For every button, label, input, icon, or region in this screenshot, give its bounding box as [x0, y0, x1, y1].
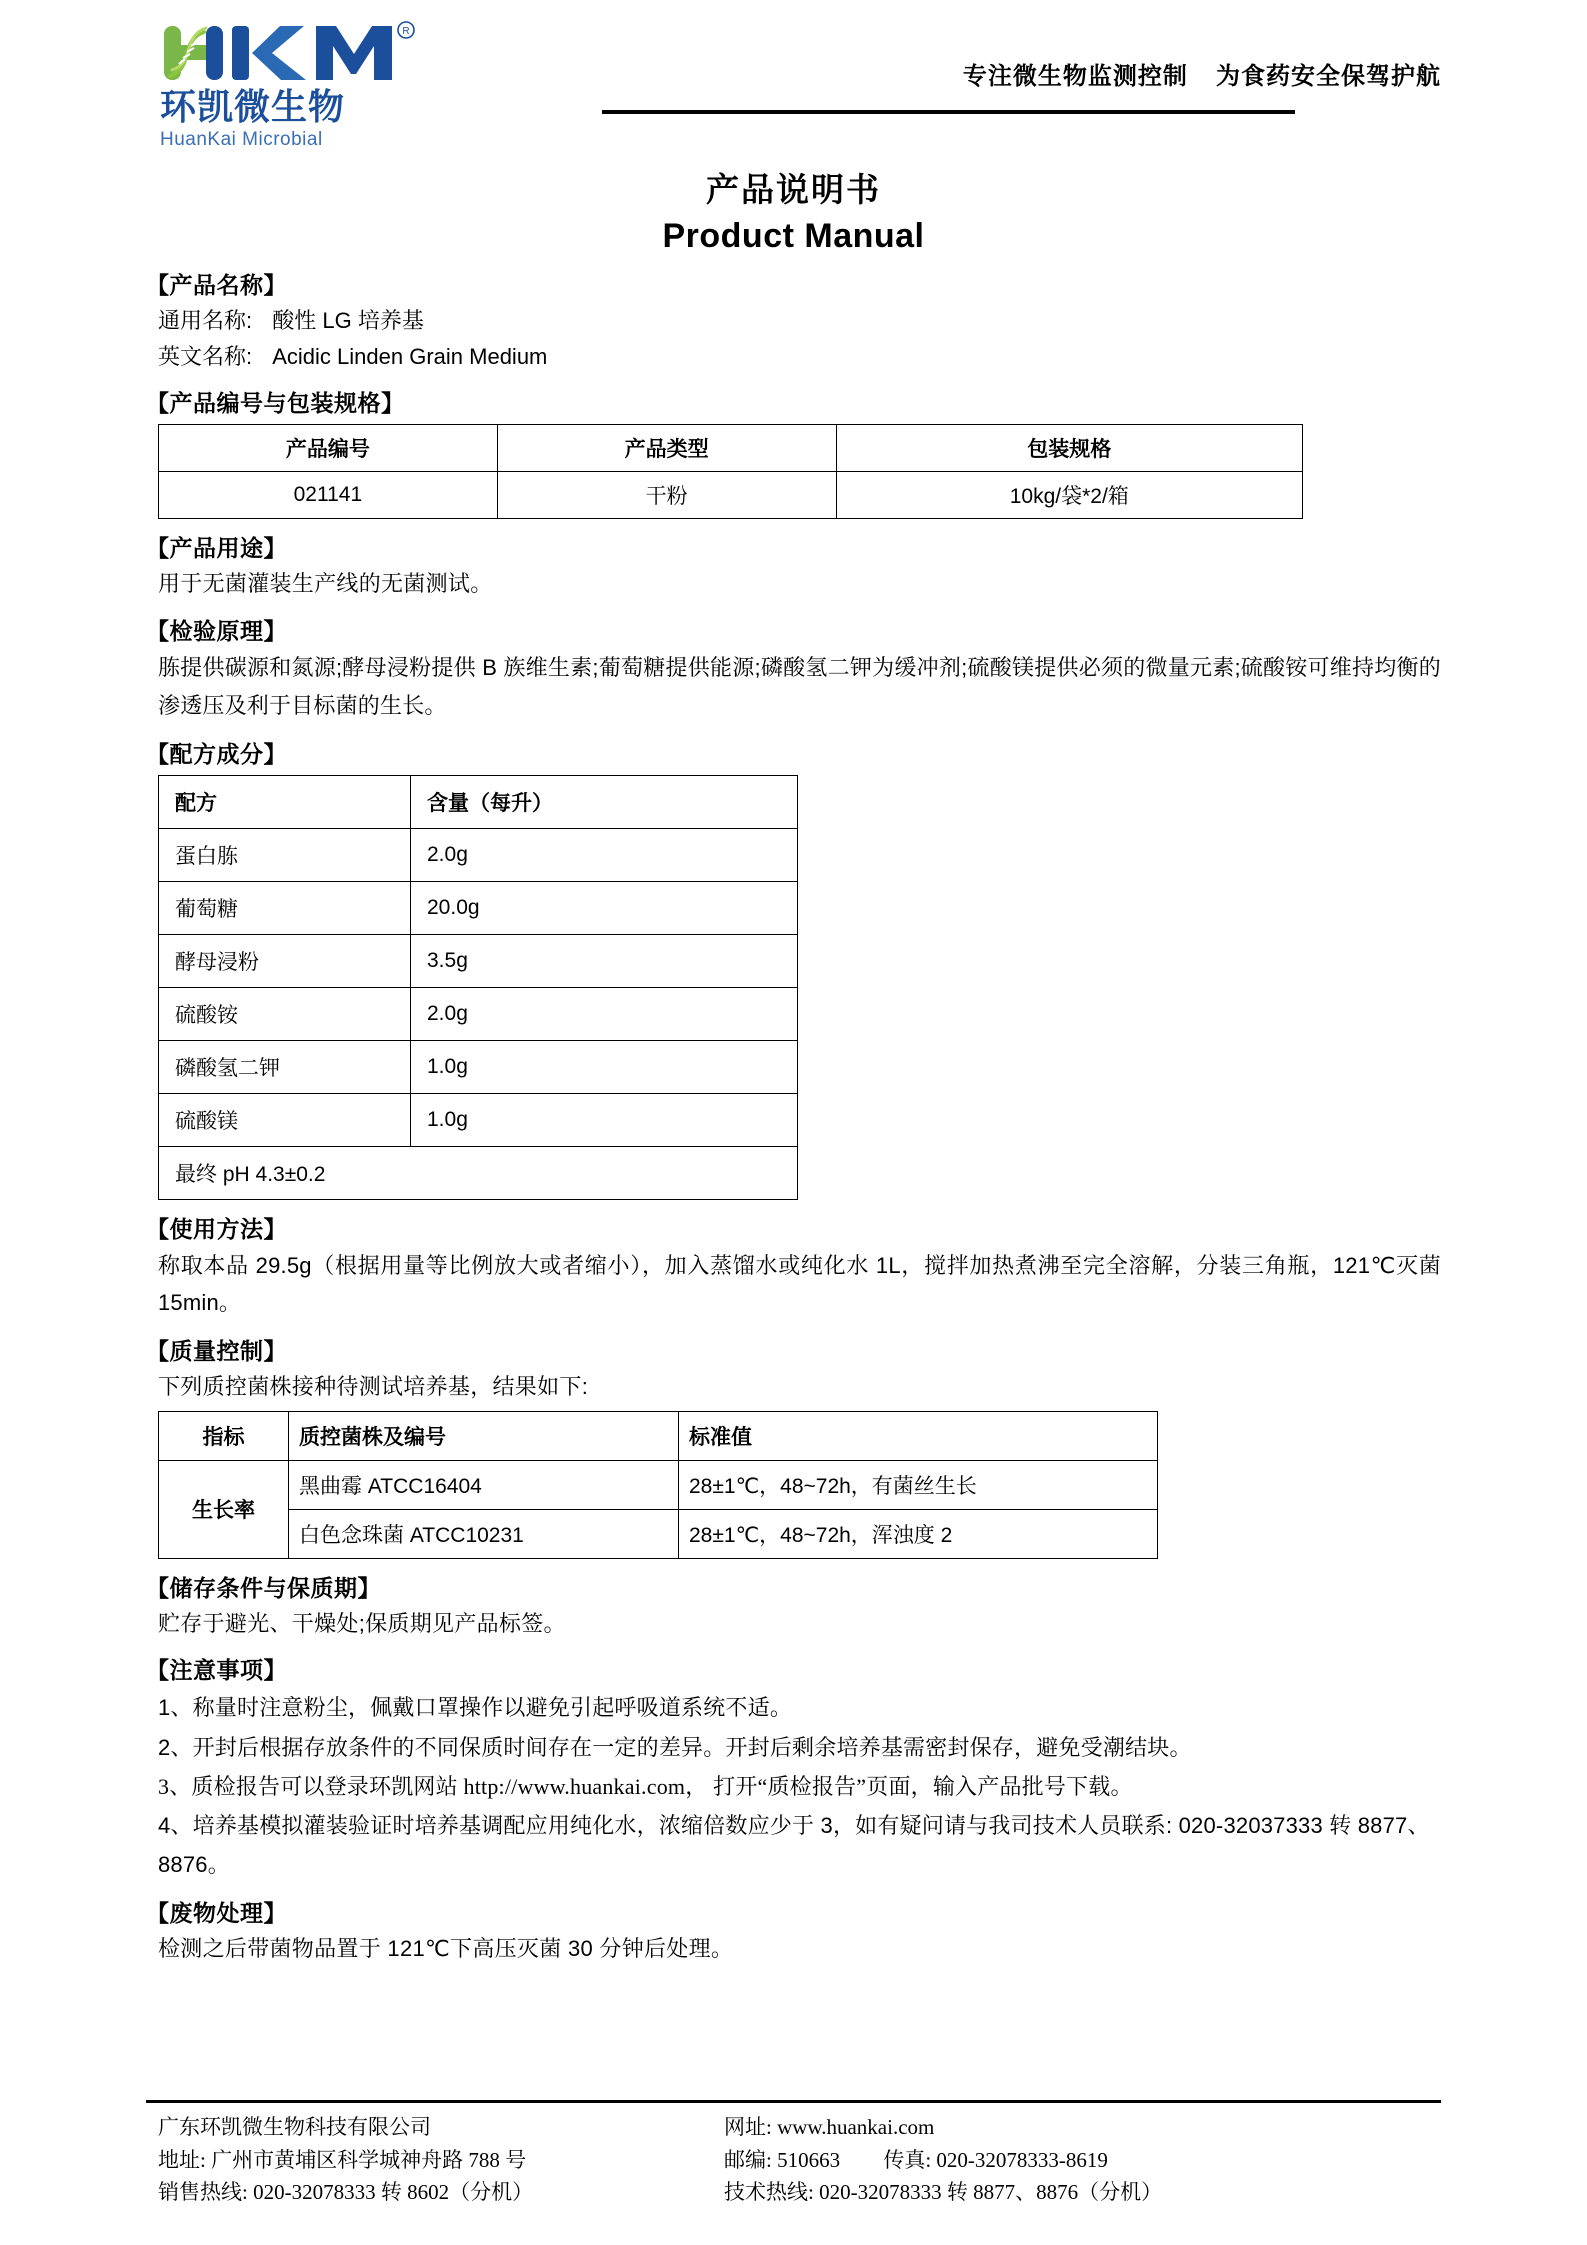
table-row — [159, 472, 1303, 519]
waste-text: 检测之后带菌物品置于 121℃下高压灭菌 30 分钟后处理。 — [158, 1936, 734, 1962]
page-title-en: Product Manual — [662, 217, 925, 255]
section-heading-method: 【使用方法】 — [146, 1216, 287, 1243]
english-name-value: Acidic Linden Grain Medium — [272, 343, 548, 369]
section-heading-precautions: 【注意事项】 — [146, 1658, 287, 1685]
method-text: 称取本品 29.5g（根据用量等比例放大或者缩小），加入蒸馏水或纯化水 1L，搅拌加热煮沸至完全溶解，分装三角瓶，121℃灭菌 15min。 — [158, 1252, 1441, 1316]
common-name-row — [146, 303, 1441, 339]
spec-col-code: 产品编号 — [159, 425, 498, 472]
footer-columns — [146, 2111, 1441, 2209]
footer-company-name: 广东环凯微生物科技有限公司 — [158, 2114, 431, 2139]
table-row — [159, 881, 798, 934]
footer-postcode-fax-row — [724, 2144, 1441, 2177]
table-row — [159, 828, 798, 881]
footer-left-column — [146, 2111, 706, 2209]
qc-strain: 白色念珠菌 ATCC10231 — [289, 1509, 679, 1558]
formula-amount: 3.5g — [411, 934, 798, 987]
table-row — [159, 1460, 1158, 1509]
table-row — [159, 1509, 1158, 1558]
section-heading-waste: 【废物处理】 — [146, 1901, 287, 1928]
qc-col-strain: 质控菌株及编号 — [289, 1411, 679, 1460]
spec-table-header-row — [159, 425, 1303, 472]
footer-divider — [146, 2100, 1441, 2103]
common-name-value: 酸性 LG 培养基 — [272, 308, 424, 333]
qc-strain: 黑曲霉 ATCC16404 — [289, 1460, 679, 1509]
section-heading-spec: 【产品编号与包装规格】 — [146, 391, 405, 418]
common-name-label: 通用名称: — [158, 308, 253, 333]
english-name-label: 英文名称: — [158, 343, 253, 369]
formula-amount: 2.0g — [411, 987, 798, 1040]
qc-row-header-growth-rate: 生长率 — [159, 1460, 289, 1558]
formula-name: 酵母浸粉 — [159, 934, 411, 987]
formula-name: 硫酸铵 — [159, 987, 411, 1040]
footer-fax: 传真: 020-32078333-8619 — [883, 2147, 1108, 2172]
formula-amount: 2.0g — [411, 828, 798, 881]
spec-col-package: 包装规格 — [836, 425, 1303, 472]
section-heading-quality: 【质量控制】 — [146, 1339, 287, 1366]
precaution-item-4: 4、培养基模拟灌装验证时培养基调配应用纯化水，浓缩倍数应少于 3，如有疑问请与我司技术人员联系: 020-32037333 转 8877、8876。 — [158, 1812, 1430, 1878]
header-divider — [602, 110, 1295, 114]
logo-chinese-name: 环凯微生物 — [160, 87, 346, 128]
formula-col-name: 配方 — [159, 775, 411, 828]
footer-website: 网址: www.huankai.com — [724, 2114, 935, 2139]
page-title-cn: 产品说明书 — [706, 170, 881, 209]
usage-text: 用于无菌灌装生产线的无菌测试。 — [158, 571, 493, 597]
qc-col-indicator: 指标 — [159, 1411, 289, 1460]
table-row — [159, 987, 798, 1040]
qc-table-header-row — [159, 1411, 1158, 1460]
spec-value-type: 干粉 — [497, 472, 836, 519]
quality-intro: 下列质控菌株接种待测试培养基，结果如下: — [158, 1374, 589, 1400]
formula-amount: 1.0g — [411, 1040, 798, 1093]
footer-right-column — [706, 2111, 1441, 2209]
hkm-logo-icon — [160, 18, 430, 88]
formula-name: 葡萄糖 — [159, 881, 411, 934]
svg-text:R: R — [402, 26, 410, 37]
table-row — [159, 1040, 798, 1093]
qc-standard: 28±1℃，48~72h，有菌丝生长 — [679, 1460, 1158, 1509]
company-tagline: 专注微生物监测控制 为食药安全保驾护航 — [962, 62, 1441, 90]
section-heading-formula: 【配方成分】 — [146, 741, 287, 768]
formula-name: 磷酸氢二钾 — [159, 1040, 411, 1093]
formula-ph-row — [159, 1146, 798, 1199]
precaution-item-1: 1、称量时注意粉尘，佩戴口罩操作以避免引起呼吸道系统不适。 — [158, 1695, 793, 1721]
footer-tech-hotline: 技术热线: 020-32078333 转 8877、8876（分机） — [724, 2180, 1163, 2205]
precaution-item-3: 3、质检报告可以登录环凯网站 http://www.huankai.com， 打开“质检报告”页面，输入产品批号下载。 — [158, 1773, 1133, 1799]
table-row — [159, 934, 798, 987]
formula-name: 蛋白胨 — [159, 828, 411, 881]
spec-value-package: 10kg/袋*2/箱 — [836, 472, 1303, 519]
formula-table — [158, 775, 798, 1200]
table-row — [159, 1093, 798, 1146]
spec-col-type: 产品类型 — [497, 425, 836, 472]
qc-standard: 28±1℃，48~72h，浑浊度 2 — [679, 1509, 1158, 1558]
footer-address: 地址: 广州市黄埔区科学城神舟路 788 号 — [158, 2147, 527, 2172]
formula-amount: 1.0g — [411, 1093, 798, 1146]
principle-text: 胨提供碳源和氮源;酵母浸粉提供 B 族维生素;葡萄糖提供能源;磷酸氢二钾为缓冲剂;硫酸镁提供必须的微量元素;硫酸铵可维持均衡的渗透压及利于目标菌的生长。 — [158, 654, 1441, 718]
formula-col-amount: 含量（每升） — [411, 775, 798, 828]
section-heading-storage: 【储存条件与保质期】 — [146, 1575, 381, 1602]
storage-text: 贮存于避光、干燥处;保质期见产品标签。 — [158, 1610, 566, 1636]
section-heading-principle: 【检验原理】 — [146, 618, 287, 645]
section-heading-product-name: 【产品名称】 — [146, 273, 287, 299]
formula-name: 硫酸镁 — [159, 1093, 411, 1146]
formula-table-header-row — [159, 775, 798, 828]
precaution-item-2: 2、开封后根据存放条件的不同保质时间存在一定的差异。开封后剩余培养基需密封保存，避免受潮结块。 — [158, 1734, 1192, 1760]
company-logo — [160, 18, 460, 149]
tagline-area — [460, 18, 1441, 138]
quality-control-table — [158, 1411, 1158, 1559]
qc-col-standard: 标准值 — [679, 1411, 1158, 1460]
formula-ph-value: 最终 pH 4.3±0.2 — [159, 1146, 798, 1199]
section-heading-usage: 【产品用途】 — [146, 536, 287, 563]
logo-english-name: HuanKai Microbial — [160, 129, 323, 150]
page-header — [146, 0, 1441, 150]
footer-sales-hotline: 销售热线: 020-32078333 转 8602（分机） — [158, 2180, 534, 2205]
english-name-row — [146, 339, 1441, 375]
footer-postcode: 邮编: 510663 — [724, 2147, 841, 2172]
spec-value-code: 021141 — [159, 472, 498, 519]
spec-table — [158, 424, 1303, 519]
page-footer — [146, 2100, 1441, 2209]
formula-amount: 20.0g — [411, 881, 798, 934]
